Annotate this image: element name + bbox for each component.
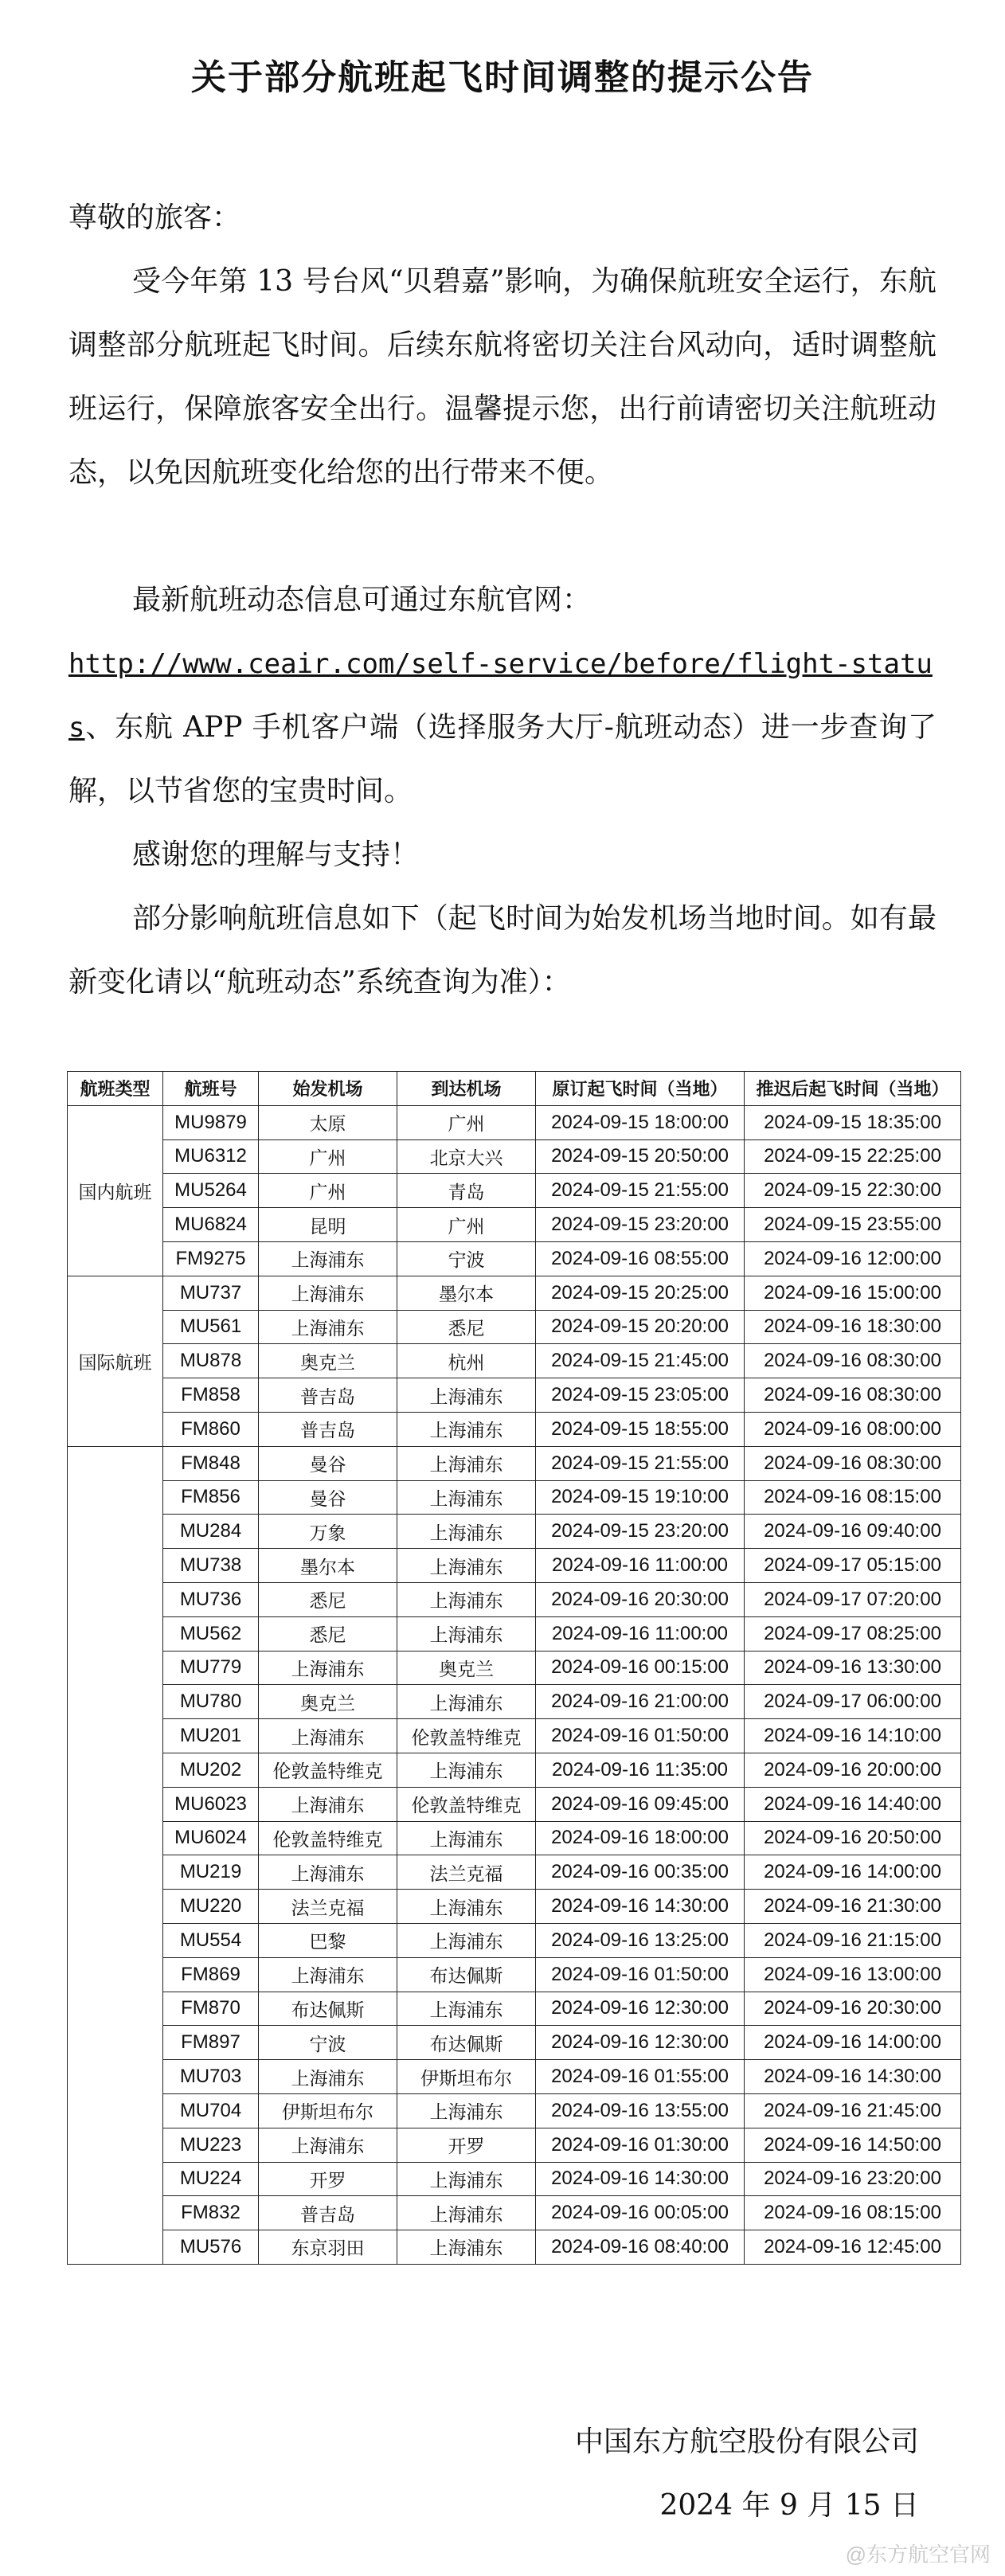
scheduled-time-cell: 2024-09-16 01:55:00 <box>536 2060 745 2094</box>
flight-number-cell: FM832 <box>163 2196 259 2230</box>
destination-cell: 开罗 <box>397 2128 536 2162</box>
origin-cell: 伦敦盖特维克 <box>259 1821 397 1855</box>
delayed-time-cell: 2024-09-16 08:30:00 <box>745 1344 961 1378</box>
destination-cell: 杭州 <box>397 1344 536 1378</box>
destination-cell: 宁波 <box>397 1241 536 1276</box>
origin-cell: 普吉岛 <box>259 2196 397 2230</box>
destination-cell: 上海浦东 <box>397 2230 536 2265</box>
paragraph-flight-status-info <box>68 569 937 823</box>
origin-cell: 上海浦东 <box>259 1957 397 1992</box>
table-row <box>68 1957 961 1992</box>
scheduled-time-cell: 2024-09-16 00:05:00 <box>536 2196 745 2230</box>
origin-cell: 巴黎 <box>259 1923 397 1957</box>
flight-number-cell: MU224 <box>163 2162 259 2196</box>
scheduled-time-cell: 2024-09-16 08:40:00 <box>536 2230 745 2265</box>
destination-cell: 伦敦盖特维克 <box>397 1787 536 1821</box>
flight-number-cell: MU9879 <box>163 1105 259 1139</box>
table-row <box>68 1923 961 1957</box>
destination-cell: 上海浦东 <box>397 2093 536 2128</box>
origin-cell: 奥克兰 <box>259 1685 397 1719</box>
table-row <box>68 1412 961 1446</box>
table-row <box>68 1855 961 1890</box>
flight-number-cell: MU6023 <box>163 1787 259 1821</box>
destination-cell: 上海浦东 <box>397 1992 536 2026</box>
table-row <box>68 2196 961 2230</box>
destination-cell: 广州 <box>397 1105 536 1139</box>
table-row <box>68 1276 961 1310</box>
scheduled-time-cell: 2024-09-16 14:30:00 <box>536 1890 745 1924</box>
delayed-time-cell: 2024-09-16 20:50:00 <box>745 1821 961 1855</box>
delayed-time-cell: 2024-09-16 20:00:00 <box>745 1753 961 1787</box>
flight-number-cell: FM860 <box>163 1412 259 1446</box>
delayed-time-cell: 2024-09-16 14:10:00 <box>745 1719 961 1753</box>
flight-number-cell: MU562 <box>163 1616 259 1651</box>
destination-cell: 上海浦东 <box>397 1549 536 1583</box>
flight-number-cell: MU284 <box>163 1515 259 1549</box>
header-flight-number: 航班号 <box>163 1072 259 1106</box>
origin-cell: 太原 <box>259 1105 397 1139</box>
flight-number-cell: MU704 <box>163 2093 259 2128</box>
delayed-time-cell: 2024-09-16 09:40:00 <box>745 1515 961 1549</box>
table-row <box>68 1174 961 1208</box>
delayed-time-cell: 2024-09-16 20:30:00 <box>745 1992 961 2026</box>
scheduled-time-cell: 2024-09-16 21:00:00 <box>536 1685 745 1719</box>
flight-number-cell: MU878 <box>163 1344 259 1378</box>
flight-number-cell: FM856 <box>163 1480 259 1515</box>
flight-number-cell: MU779 <box>163 1651 259 1685</box>
destination-cell: 上海浦东 <box>397 2196 536 2230</box>
origin-cell: 普吉岛 <box>259 1378 397 1413</box>
delayed-time-cell: 2024-09-16 08:30:00 <box>745 1446 961 1480</box>
table-row <box>68 1651 961 1685</box>
header-delayed-time: 推迟后起飞时间（当地） <box>745 1072 961 1106</box>
destination-cell: 悉尼 <box>397 1310 536 1344</box>
delayed-time-cell: 2024-09-16 23:20:00 <box>745 2162 961 2196</box>
paragraph-table-intro: 部分影响航班信息如下（起飞时间为始发机场当地时间。如有最新变化请以“航班动态”系统查询为准）： <box>68 902 937 999</box>
table-row <box>68 1446 961 1480</box>
table-row <box>68 2026 961 2060</box>
destination-cell: 伊斯坦布尔 <box>397 2060 536 2094</box>
notice-title: 关于部分航班起飞时间调整的提示公告 <box>191 57 814 98</box>
origin-cell: 上海浦东 <box>259 1241 397 1276</box>
flight-number-cell: FM897 <box>163 2026 259 2060</box>
flight-number-cell: FM869 <box>163 1957 259 1992</box>
destination-cell: 上海浦东 <box>397 1890 536 1924</box>
table-row <box>68 1310 961 1344</box>
destination-cell: 墨尔本 <box>397 1276 536 1310</box>
destination-cell: 上海浦东 <box>397 2162 536 2196</box>
scheduled-time-cell: 2024-09-15 18:00:00 <box>536 1105 745 1139</box>
flight-type-cell: 国内航班 <box>68 1105 163 1276</box>
destination-cell: 上海浦东 <box>397 1582 536 1616</box>
scheduled-time-cell: 2024-09-16 20:30:00 <box>536 1582 745 1616</box>
destination-cell: 上海浦东 <box>397 1480 536 1515</box>
flight-status-link[interactable]: http://www.ceair.com/self-service/before/flight-status <box>68 648 933 744</box>
destination-cell: 上海浦东 <box>397 1616 536 1651</box>
scheduled-time-cell: 2024-09-15 23:20:00 <box>536 1515 745 1549</box>
table-row <box>68 1719 961 1753</box>
scheduled-time-cell: 2024-09-15 21:55:00 <box>536 1446 745 1480</box>
table-row <box>68 1344 961 1378</box>
origin-cell: 上海浦东 <box>259 2128 397 2162</box>
table-row <box>68 1208 961 1242</box>
delayed-time-cell: 2024-09-16 14:00:00 <box>745 1855 961 1890</box>
paragraph-thanks: 感谢您的理解与支持！ <box>132 838 420 871</box>
notice-date: 2024 年 9 月 15 日 <box>659 2489 919 2522</box>
origin-cell: 东京羽田 <box>259 2230 397 2265</box>
scheduled-time-cell: 2024-09-16 01:50:00 <box>536 1719 745 1753</box>
table-row <box>68 2128 961 2162</box>
origin-cell: 广州 <box>259 1139 397 1174</box>
destination-cell: 伦敦盖特维克 <box>397 1719 536 1753</box>
origin-cell: 开罗 <box>259 2162 397 2196</box>
header-origin: 始发机场 <box>259 1072 397 1106</box>
origin-cell: 普吉岛 <box>259 1412 397 1446</box>
delayed-time-cell: 2024-09-16 13:00:00 <box>745 1957 961 1992</box>
origin-cell: 曼谷 <box>259 1446 397 1480</box>
table-header-row <box>68 1072 961 1106</box>
scheduled-time-cell: 2024-09-16 12:30:00 <box>536 2026 745 2060</box>
scheduled-time-cell: 2024-09-16 08:55:00 <box>536 1241 745 1276</box>
delayed-time-cell: 2024-09-16 21:30:00 <box>745 1890 961 1924</box>
origin-cell: 万象 <box>259 1515 397 1549</box>
table-row <box>68 1787 961 1821</box>
destination-cell: 上海浦东 <box>397 1821 536 1855</box>
table-row <box>68 1992 961 2026</box>
flight-number-cell: FM870 <box>163 1992 259 2026</box>
flight-number-cell: MU576 <box>163 2230 259 2265</box>
delayed-time-cell: 2024-09-16 08:30:00 <box>745 1378 961 1413</box>
delayed-time-cell: 2024-09-16 21:15:00 <box>745 1923 961 1957</box>
watermark: @东方航空官网 <box>845 2543 991 2566</box>
destination-cell: 上海浦东 <box>397 1378 536 1413</box>
affected-flights-table <box>67 1071 961 2265</box>
origin-cell: 上海浦东 <box>259 1310 397 1344</box>
table-row <box>68 2093 961 2128</box>
flight-number-cell: FM9275 <box>163 1241 259 1276</box>
flight-number-cell: MU202 <box>163 1753 259 1787</box>
delayed-time-cell: 2024-09-16 08:00:00 <box>745 1412 961 1446</box>
scheduled-time-cell: 2024-09-15 23:20:00 <box>536 1208 745 1242</box>
flight-number-cell: MU561 <box>163 1310 259 1344</box>
scheduled-time-cell: 2024-09-15 18:55:00 <box>536 1412 745 1446</box>
table-row <box>68 1480 961 1515</box>
table-row <box>68 1378 961 1413</box>
flight-number-cell: MU6312 <box>163 1139 259 1174</box>
scheduled-time-cell: 2024-09-16 09:45:00 <box>536 1787 745 1821</box>
table-row <box>68 1549 961 1583</box>
flight-number-cell: MU223 <box>163 2128 259 2162</box>
destination-cell: 北京大兴 <box>397 1139 536 1174</box>
company-signature: 中国东方航空股份有限公司 <box>574 2426 919 2458</box>
flight-number-cell: MU6024 <box>163 1821 259 1855</box>
delayed-time-cell: 2024-09-16 14:40:00 <box>745 1787 961 1821</box>
flight-number-cell: MU703 <box>163 2060 259 2094</box>
origin-cell: 奥克兰 <box>259 1344 397 1378</box>
origin-cell: 上海浦东 <box>259 1787 397 1821</box>
table-row <box>68 1139 961 1174</box>
flight-number-cell: MU736 <box>163 1582 259 1616</box>
origin-cell: 广州 <box>259 1174 397 1208</box>
delayed-time-cell: 2024-09-16 08:15:00 <box>745 2196 961 2230</box>
origin-cell: 宁波 <box>259 2026 397 2060</box>
destination-cell: 青岛 <box>397 1174 536 1208</box>
scheduled-time-cell: 2024-09-15 20:50:00 <box>536 1139 745 1174</box>
scheduled-time-cell: 2024-09-16 00:35:00 <box>536 1855 745 1890</box>
scheduled-time-cell: 2024-09-16 14:30:00 <box>536 2162 745 2196</box>
paragraph-app-info: 、东航 APP 手机客户端（选择服务大厅-航班动态）进一步查询了解，以节省您的宝贵时间。 <box>68 711 937 807</box>
scheduled-time-cell: 2024-09-15 20:20:00 <box>536 1310 745 1344</box>
delayed-time-cell: 2024-09-17 05:15:00 <box>745 1549 961 1583</box>
table-row <box>68 1582 961 1616</box>
destination-cell: 上海浦东 <box>397 1753 536 1787</box>
scheduled-time-cell: 2024-09-16 11:35:00 <box>536 1753 745 1787</box>
destination-cell: 布达佩斯 <box>397 2026 536 2060</box>
scheduled-time-cell: 2024-09-16 13:55:00 <box>536 2093 745 2128</box>
flight-type-cell: 国际航班 <box>68 1276 163 1446</box>
table-row <box>68 1616 961 1651</box>
scheduled-time-cell: 2024-09-16 01:30:00 <box>536 2128 745 2162</box>
flight-number-cell: MU219 <box>163 1855 259 1890</box>
destination-cell: 上海浦东 <box>397 1923 536 1957</box>
origin-cell: 上海浦东 <box>259 1719 397 1753</box>
table-row <box>68 2060 961 2094</box>
flight-number-cell: MU738 <box>163 1549 259 1583</box>
salutation: 尊敬的旅客： <box>68 201 241 234</box>
header-flight-type: 航班类型 <box>68 1072 163 1106</box>
scheduled-time-cell: 2024-09-16 11:00:00 <box>536 1616 745 1651</box>
delayed-time-cell: 2024-09-16 13:30:00 <box>745 1651 961 1685</box>
origin-cell: 曼谷 <box>259 1480 397 1515</box>
delayed-time-cell: 2024-09-16 21:45:00 <box>745 2093 961 2128</box>
scheduled-time-cell: 2024-09-16 01:50:00 <box>536 1957 745 1992</box>
destination-cell: 奥克兰 <box>397 1651 536 1685</box>
table-row <box>68 2230 961 2265</box>
flight-number-cell: MU201 <box>163 1719 259 1753</box>
delayed-time-cell: 2024-09-16 14:00:00 <box>745 2026 961 2060</box>
destination-cell: 广州 <box>397 1208 536 1242</box>
delayed-time-cell: 2024-09-16 08:15:00 <box>745 1480 961 1515</box>
delayed-time-cell: 2024-09-15 23:55:00 <box>745 1208 961 1242</box>
flight-number-cell: MU5264 <box>163 1174 259 1208</box>
paragraph-intro: 最新航班动态信息可通过东航官网： <box>132 584 592 616</box>
origin-cell: 布达佩斯 <box>259 1992 397 2026</box>
table-row <box>68 1685 961 1719</box>
origin-cell: 悉尼 <box>259 1616 397 1651</box>
table-row <box>68 2162 961 2196</box>
table-row <box>68 1241 961 1276</box>
scheduled-time-cell: 2024-09-15 23:05:00 <box>536 1378 745 1413</box>
flight-number-cell: FM848 <box>163 1446 259 1480</box>
origin-cell: 伊斯坦布尔 <box>259 2093 397 2128</box>
scheduled-time-cell: 2024-09-16 13:25:00 <box>536 1923 745 1957</box>
origin-cell: 墨尔本 <box>259 1549 397 1583</box>
delayed-time-cell: 2024-09-15 18:35:00 <box>745 1105 961 1139</box>
delayed-time-cell: 2024-09-16 18:30:00 <box>745 1310 961 1344</box>
table-body <box>68 1105 961 2264</box>
destination-cell: 上海浦东 <box>397 1515 536 1549</box>
header-scheduled-time: 原订起飞时间（当地） <box>536 1072 745 1106</box>
delayed-time-cell: 2024-09-16 14:50:00 <box>745 2128 961 2162</box>
flight-number-cell: MU780 <box>163 1685 259 1719</box>
table-row <box>68 1515 961 1549</box>
origin-cell: 上海浦东 <box>259 1276 397 1310</box>
origin-cell: 上海浦东 <box>259 2060 397 2094</box>
flight-number-cell: MU737 <box>163 1276 259 1310</box>
scheduled-time-cell: 2024-09-16 12:30:00 <box>536 1992 745 2026</box>
destination-cell: 上海浦东 <box>397 1412 536 1446</box>
delayed-time-cell: 2024-09-17 07:20:00 <box>745 1582 961 1616</box>
scheduled-time-cell: 2024-09-16 18:00:00 <box>536 1821 745 1855</box>
flight-type-cell <box>68 1446 163 2264</box>
scheduled-time-cell: 2024-09-15 21:45:00 <box>536 1344 745 1378</box>
origin-cell: 上海浦东 <box>259 1651 397 1685</box>
delayed-time-cell: 2024-09-17 06:00:00 <box>745 1685 961 1719</box>
origin-cell: 伦敦盖特维克 <box>259 1753 397 1787</box>
delayed-time-cell: 2024-09-15 22:30:00 <box>745 1174 961 1208</box>
scheduled-time-cell: 2024-09-15 20:25:00 <box>536 1276 745 1310</box>
delayed-time-cell: 2024-09-15 22:25:00 <box>745 1139 961 1174</box>
delayed-time-cell: 2024-09-16 12:00:00 <box>745 1241 961 1276</box>
scheduled-time-cell: 2024-09-16 11:00:00 <box>536 1549 745 1583</box>
scheduled-time-cell: 2024-09-15 19:10:00 <box>536 1480 745 1515</box>
flight-number-cell: FM858 <box>163 1378 259 1413</box>
paragraph-url-line <box>68 632 937 823</box>
header-destination: 到达机场 <box>397 1072 536 1106</box>
delayed-time-cell: 2024-09-16 14:30:00 <box>745 2060 961 2094</box>
origin-cell: 法兰克福 <box>259 1890 397 1924</box>
delayed-time-cell: 2024-09-17 08:25:00 <box>745 1616 961 1651</box>
table-row <box>68 1890 961 1924</box>
flight-number-cell: MU220 <box>163 1890 259 1924</box>
origin-cell: 昆明 <box>259 1208 397 1242</box>
origin-cell: 悉尼 <box>259 1582 397 1616</box>
delayed-time-cell: 2024-09-16 12:45:00 <box>745 2230 961 2265</box>
scheduled-time-cell: 2024-09-15 21:55:00 <box>536 1174 745 1208</box>
destination-cell: 法兰克福 <box>397 1855 536 1890</box>
destination-cell: 布达佩斯 <box>397 1957 536 1992</box>
paragraph-typhoon-impact: 受今年第 13 号台风“贝碧嘉”影响，为确保航班安全运行，东航调整部分航班起飞时间。后续东航将密切关注台风动向，适时调整航班运行，保障旅客安全出行。温馨提示您，出行前请密切关注航班动态，以免因航班变化给您的出行带来不便。 <box>68 265 937 489</box>
delayed-time-cell: 2024-09-16 15:00:00 <box>745 1276 961 1310</box>
destination-cell: 上海浦东 <box>397 1446 536 1480</box>
origin-cell: 上海浦东 <box>259 1855 397 1890</box>
table-row <box>68 1753 961 1787</box>
table-row <box>68 1105 961 1139</box>
table-row <box>68 1821 961 1855</box>
flight-number-cell: MU6824 <box>163 1208 259 1242</box>
flight-number-cell: MU554 <box>163 1923 259 1957</box>
scheduled-time-cell: 2024-09-16 00:15:00 <box>536 1651 745 1685</box>
destination-cell: 上海浦东 <box>397 1685 536 1719</box>
